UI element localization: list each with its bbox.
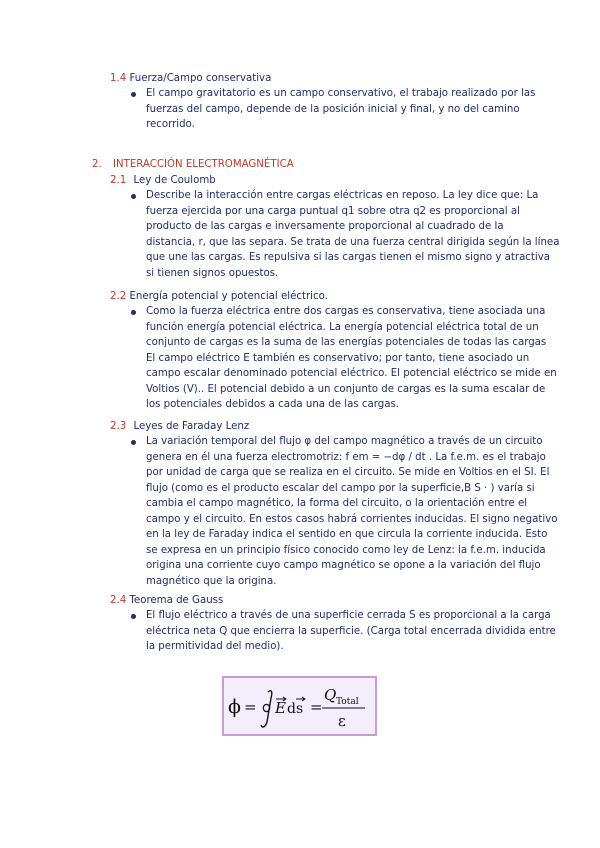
formula-numerator: Q [324,686,337,704]
heading-number: 2.3 [110,421,127,432]
heading-2-1 [110,174,216,188]
heading-text: Energía potencial y potencial eléctrico. [129,291,328,302]
text-line: campo y el circuito. En estos casos habrá corrientes inducidas. El signo negativo [146,513,558,525]
paragraph-2-1 [146,188,559,281]
bullet-icon [131,614,136,619]
formula-equals: = [244,698,257,716]
heading-number: 1.4 [110,73,127,84]
gauss-formula-svg [224,678,375,734]
text-line: se expresa en un principio físico conocido como ley de Lenz: la f.e.m. inducida [146,544,546,556]
formula-denominator: ε [338,712,346,730]
text-line: El campo gravitatorio es un campo conservativo, el trabajo realizado por las [146,88,536,99]
text-line: genera en él una fuerza electromotriz: f em = −dφ / dt . La f.e.m. es el trabajo [146,451,546,463]
paragraph-2-2 [146,304,557,413]
paragraph-2-3 [146,434,557,589]
bullet-icon [131,440,136,445]
heading-number: 2. [92,159,102,170]
text-line: producto de las cargas e inversamente proporcional al cuadrado de la [146,221,504,232]
heading-1-4 [110,72,271,86]
heading-number: 2.2 [110,291,127,302]
heading-text: Teorema de Gauss [129,595,224,606]
heading-text: Fuerza/Campo conservativa [129,73,272,84]
heading-number: 2.4 [110,595,127,606]
paragraph-2-4 [146,608,556,655]
text-line: El flujo eléctrico a través de una superficie cerrada S es proporcional a la carga [146,610,551,621]
text-line: si tienen signos opuestos. [146,267,279,279]
text-line: por unidad de carga que se realiza en el circuito. Se mide en Voltios en el SI. El [146,467,550,478]
text-line: recorrido. [146,119,195,130]
formula-field-e: E [275,699,286,717]
heading-2 [92,158,294,172]
formula-equals-2: = [310,698,323,716]
heading-2-3 [110,420,249,434]
text-line: eléctrica neta Q que encierra la superficie. (Carga total encerrada dividida entre [146,625,556,637]
text-line: conjunto de cargas es la suma de las energías potenciales de todas las cargas [146,337,547,348]
text-line: que une las cargas. Es repulsiva si las cargas tienen el mismo signo y atractiva [146,252,551,263]
text-line: los potenciales debidos a cada una de las cargas. [146,399,399,410]
text-line: flujo (como es el producto escalar del campo por la superficie,B S · ) varía si [146,482,535,494]
text-line: Describe la interacción entre cargas eléctricas en reposo. La ley dice que: La [146,190,539,201]
bullet-icon [131,92,136,97]
paragraph-1-4 [146,86,535,133]
heading-text: Leyes de Faraday Lenz [133,421,250,432]
text-line: cambia el campo magnético, la forma del circuito, o la orientación entre el [146,498,528,509]
text-line: fuerza ejercida por una carga puntual q1 sobre otra q2 es proporcional al [146,205,520,217]
text-line: función energía potencial eléctrica. La energía potencial eléctrica total de un [146,321,539,333]
text-line: en la ley de Faraday indica el sentido en que circula la corriente inducida. Esto [146,529,548,540]
heading-2-2 [110,290,328,304]
bullet-icon [131,310,136,315]
bullet-icon [131,194,136,199]
text-line: fuerzas del campo, depende de la posición inicial y final, y no del camino [146,103,520,115]
formula-ds: ds [287,701,304,717]
heading-text: INTERACCIÓN ELECTROMAGNÉTICA [112,159,294,170]
text-line: Como la fuerza eléctrica entre dos cargas es conservativa, tiene asociada una [146,306,546,317]
text-line: campo escalar denominado potencial eléctrico. El potencial eléctrico se mide en [146,368,557,379]
text-line: El campo eléctrico E también es conservativo; por tanto, tiene asociado un [146,352,530,364]
text-line: la permitividad del medio). [146,641,284,652]
text-line: magnético que la origina. [146,575,277,587]
text-line: Voltios (V).. El potencial debido a un conjunto de cargas es la suma escalar de [146,383,546,395]
text-line: origina una corriente cuyo campo magnético se opone a la variación del flujo [146,560,541,571]
gauss-formula-box [222,676,377,736]
heading-number: 2.1 [110,175,127,186]
formula-numerator-sub: Total [336,697,359,707]
heading-2-4 [110,594,223,608]
text-line: La variación temporal del flujo φ del campo magnético a través de un circuito [146,436,543,447]
heading-text: Ley de Coulomb [133,175,216,186]
text-line: distancia, r, que las separa. Se trata de una fuerza central dirigida según la línea [146,236,560,248]
formula-phi: ϕ [228,696,241,718]
